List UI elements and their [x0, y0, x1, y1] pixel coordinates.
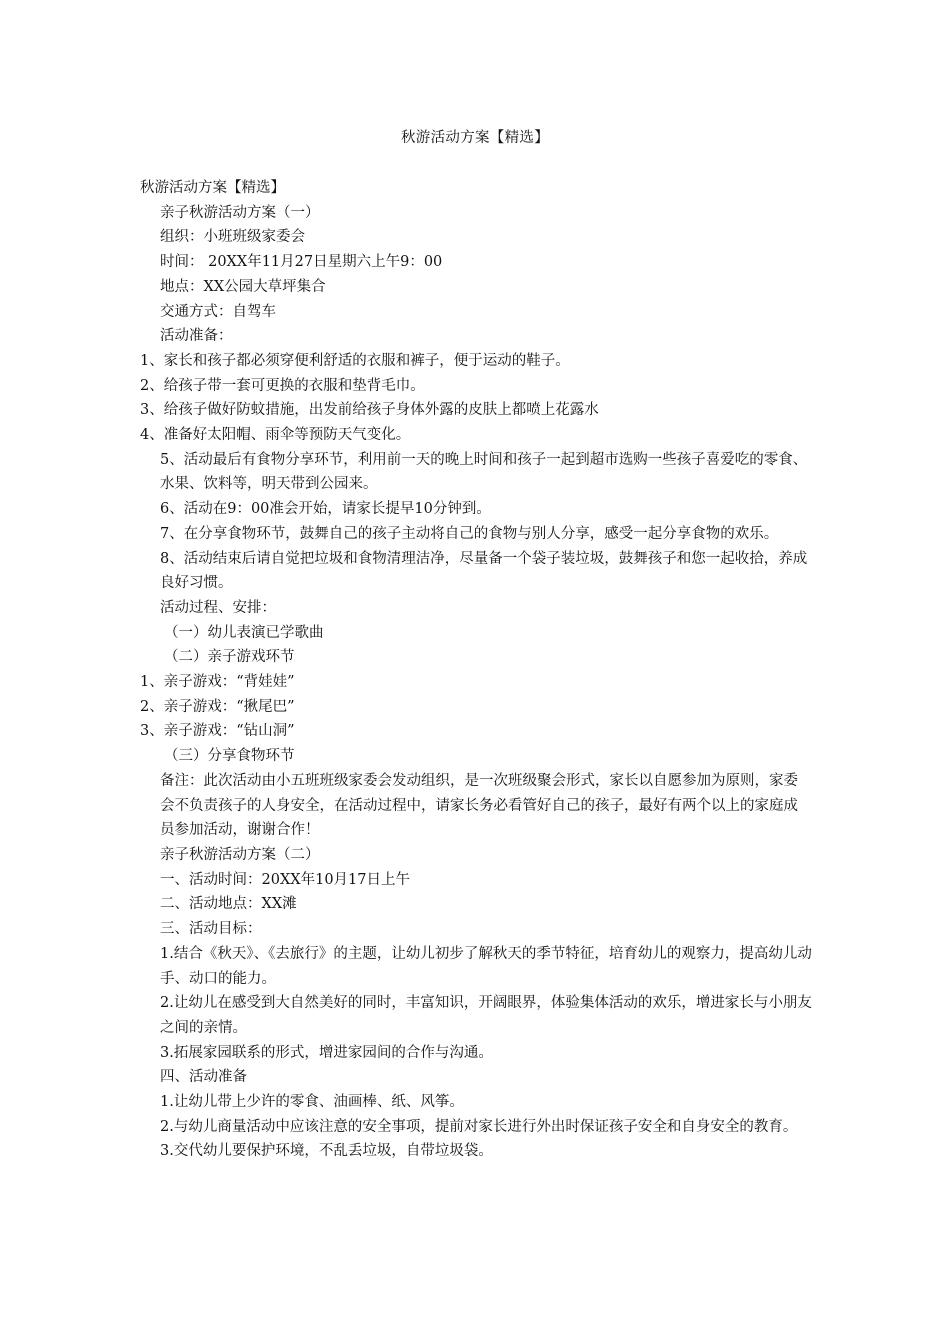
- paragraph: 二、活动地点：XX滩: [160, 896, 297, 913]
- paragraph: 5、活动最后有食物分享环节，利用前一天的晚上时间和孩子一起到超市选购一些孩子喜爱吃的零食、水果、饮料等，明天带到公园来。: [160, 451, 808, 493]
- paragraph: 1、亲子游戏：“背娃娃”: [140, 674, 295, 691]
- paragraph: 1、家长和孩子都必须穿便利舒适的衣服和裤子，便于运动的鞋子。: [140, 352, 570, 369]
- paragraph: 8、活动结束后请自觉把垃圾和食物清理洁净，尽量备一个袋子装垃圾，鼓舞孩子和您一起收拾，养成良好习惯。: [160, 550, 808, 592]
- paragraph: 亲子秋游活动方案（一）: [160, 204, 320, 221]
- document-title: 秋游活动方案【精选】: [401, 130, 549, 146]
- paragraph: 三、活动目标：: [160, 921, 262, 938]
- paragraph: 2.让幼儿在感受到大自然美好的同时，丰富知识，开阔眼界，体验集体活动的欢乐，增进家长与小朋友之间的亲情。: [160, 995, 812, 1036]
- paragraph: 地点：XX公园大草坪集合: [160, 278, 326, 295]
- paragraph: 一、活动时间：20XX年10月17日上午: [160, 871, 410, 888]
- paragraph: 2.与幼儿商量活动中应该注意的安全事项，提前对家长进行外出时保证孩子安全和自身安全的教育。: [160, 1118, 798, 1135]
- paragraph: 时间： 20XX年11月27日星期六上午9：00: [160, 254, 443, 271]
- paragraph: 1.让幼儿带上少许的零食、油画棒、纸、风筝。: [160, 1094, 464, 1111]
- paragraph: 2、给孩子带一套可更换的衣服和垫背毛巾。: [140, 377, 425, 394]
- paragraph: 秋游活动方案【精选】: [140, 180, 285, 196]
- paragraph: 6、活动在9：00准会开始，请家长提早10分钟到。: [160, 501, 491, 518]
- paragraph: 四、活动准备: [160, 1069, 247, 1086]
- paragraph: 活动过程、安排：: [160, 599, 276, 616]
- paragraph: 亲子秋游活动方案（二）: [160, 846, 320, 863]
- paragraph: 1.结合《秋天》、《去旅行》的主题，让幼儿初步了解秋天的季节特征，培育幼儿的观察力，提高幼儿动手、动口的能力。: [160, 945, 812, 987]
- paragraph: 3.交代幼儿要保护环境，不乱丢垃圾，自带垃圾袋。: [160, 1143, 493, 1160]
- document-body: [140, 176, 812, 1164]
- paragraph: 3.拓展家园联系的形式，增进家园间的合作与沟通。: [160, 1044, 493, 1061]
- paragraph: （一）幼儿表演已学歌曲: [164, 624, 324, 641]
- paragraph: 活动准备：: [160, 328, 233, 345]
- paragraph: 7、在分享食物环节，鼓舞自己的孩子主动将自己的食物与别人分享，感受一起分享食物的欢乐。: [160, 525, 779, 542]
- paragraph: 3、亲子游戏：“钻山洞”: [140, 723, 295, 740]
- paragraph: 3、给孩子做好防蚊措施，出发前给孩子身体外露的皮肤上都喷上花露水: [140, 402, 599, 419]
- paragraph: 交通方式：自驾车: [160, 303, 276, 320]
- paragraph: 备注：此次活动由小五班班级家委会发动组织，是一次班级聚会形式，家长以自愿参加为原则，家委会不负责孩子的人身安全，在活动过程中，请家长务必看管好自己的孩子，最好有两个以上的家庭成员参加活动，谢谢合作！: [160, 772, 798, 839]
- paragraph: （三）分享食物环节: [164, 748, 295, 765]
- paragraph: 4、准备好太阳帽、雨伞等预防天气变化。: [140, 427, 411, 444]
- paragraph: 组织：小班班级家委会: [160, 229, 305, 246]
- paragraph: （二）亲子游戏环节: [164, 649, 295, 666]
- paragraph: 2、亲子游戏：“揪尾巴”: [140, 698, 295, 715]
